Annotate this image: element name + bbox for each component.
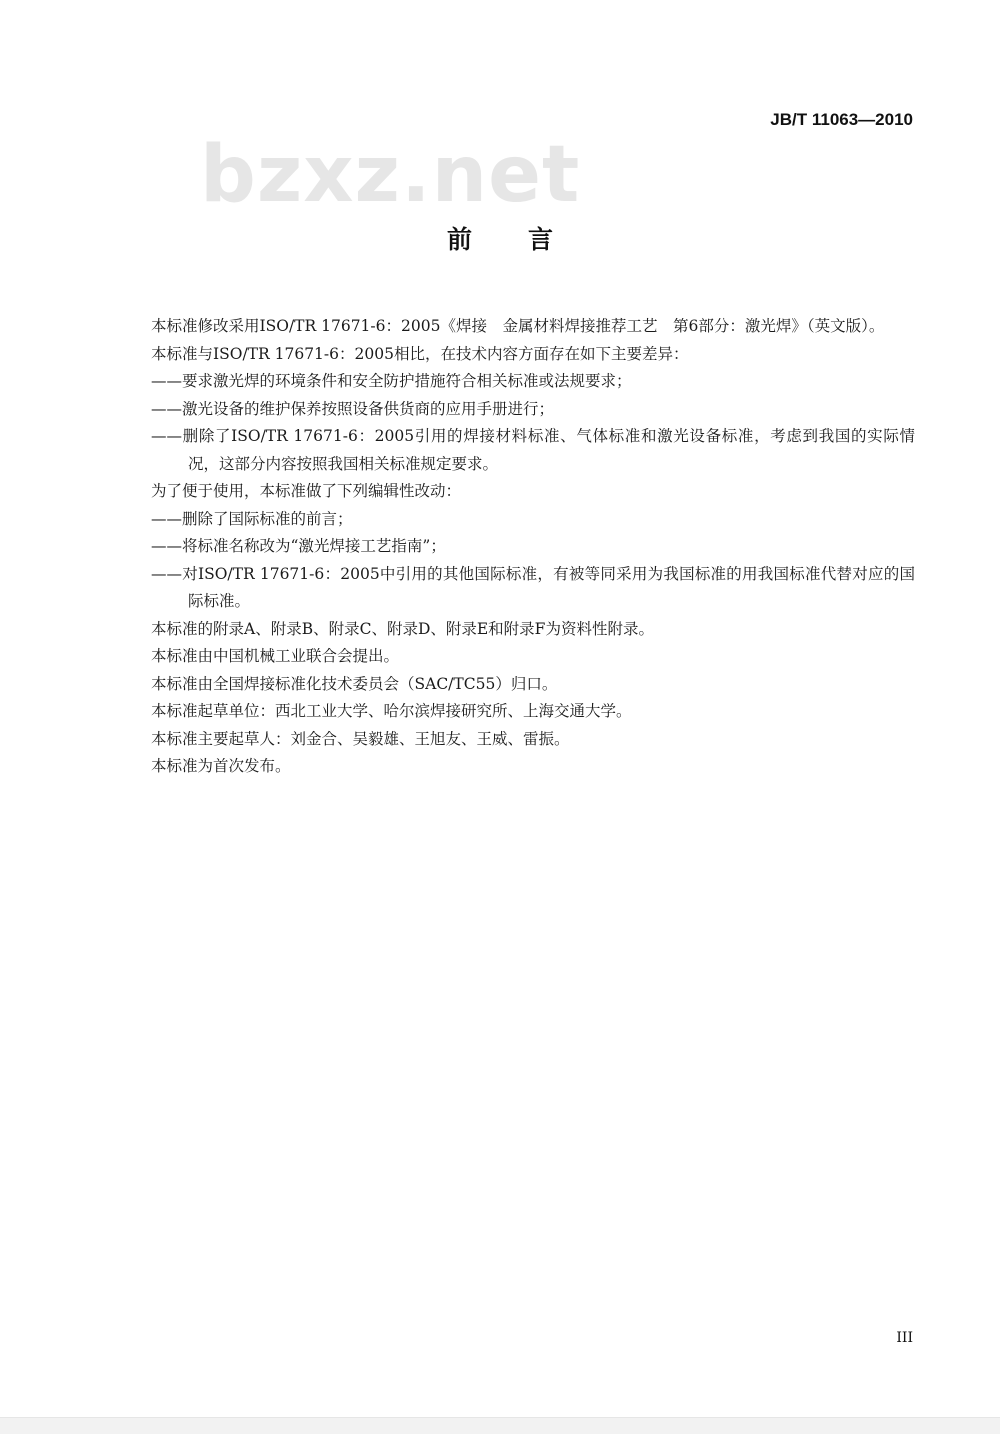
list-item: ——对ISO/TR 17671-6：2005中引用的其他国际标准，有被等同采用为我国标准的用我国标准代替对应的国际标准。 — [151, 564, 915, 610]
paragraph-drafting-units: 本标准起草单位：西北工业大学、哈尔滨焊接研究所、上海交通大学。 — [151, 702, 632, 720]
paragraph-adoption: 本标准修改采用ISO/TR 17671-6：2005《焊接 金属材料焊接推荐工艺 第6部分：激光焊》（英文版）。 — [151, 317, 885, 335]
foreword-body — [118, 313, 915, 781]
paragraph-proposer: 本标准由中国机械工业联合会提出。 — [151, 647, 400, 665]
page-number: III — [896, 1330, 913, 1346]
standard-number: JB/T 11063—2010 — [770, 110, 913, 129]
section-title: 前言 — [446, 225, 609, 254]
watermark: bzxz.net — [200, 130, 581, 220]
paragraph-first-release: 本标准为首次发布。 — [151, 757, 291, 775]
list-item: ——将标准名称改为“激光焊接工艺指南”； — [151, 537, 446, 555]
paragraph-annexes: 本标准的附录A、附录B、附录C、附录D、附录E和附录F为资料性附录。 — [151, 619, 654, 638]
viewer-bottom-bar — [0, 1417, 1000, 1434]
paragraph-editorial-intro: 为了便于使用，本标准做了下列编辑性改动： — [151, 482, 462, 500]
list-item: ——删除了ISO/TR 17671-6：2005引用的焊接材料标准、气体标准和激光设备标准，考虑到我国的实际情况，这部分内容按照我国相关标准规定要求。 — [151, 427, 915, 473]
paragraph-differences-intro: 本标准与ISO/TR 17671-6：2005相比，在技术内容方面存在如下主要差异： — [151, 344, 689, 363]
paragraph-drafters: 本标准主要起草人：刘金合、吴毅雄、王旭友、王威、雷振。 — [151, 729, 570, 748]
list-item: ——删除了国际标准的前言； — [151, 509, 353, 528]
paragraph-committee: 本标准由全国焊接标准化技术委员会（SAC/TC55）归口。 — [151, 674, 558, 693]
list-item: ——要求激光焊的环境条件和安全防护措施符合相关标准或法规要求； — [151, 372, 632, 390]
list-item: ——激光设备的维护保养按照设备供货商的应用手册进行； — [151, 399, 555, 418]
